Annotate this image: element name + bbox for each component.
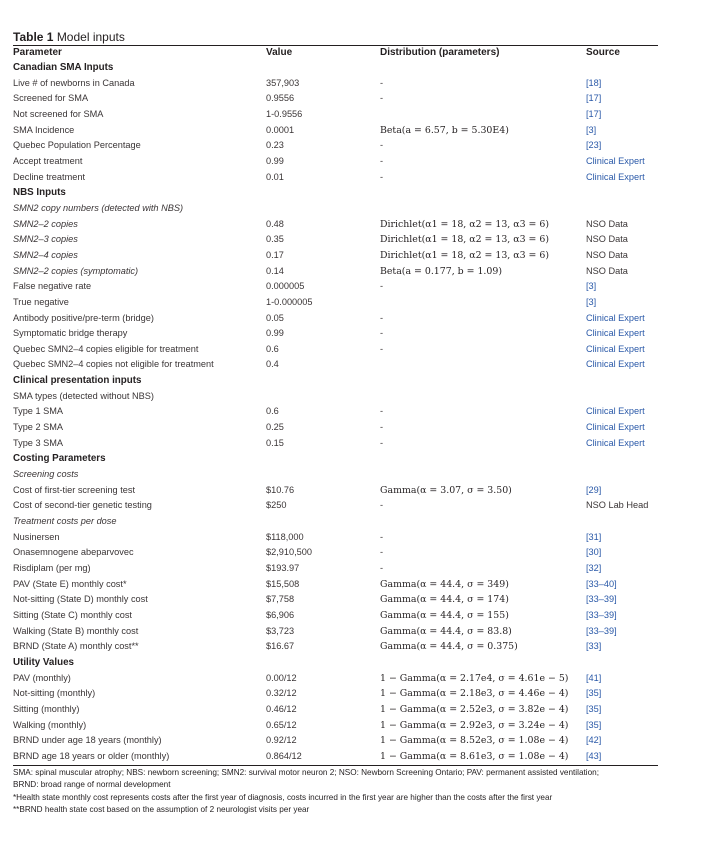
parameter-cell: Quebec Population Percentage — [13, 140, 141, 151]
distribution-cell: Gamma(α = 44.4, σ = 0.375) — [380, 641, 518, 653]
parameter-cell: Type 3 SMA — [13, 437, 64, 448]
table-row — [13, 561, 658, 577]
distribution-cell: - — [380, 547, 384, 558]
value-cell: 1-0.000005 — [266, 296, 313, 307]
source-cell[interactable]: Clinical Expert — [586, 422, 645, 433]
table-footnotes — [13, 767, 658, 817]
distribution-cell: Beta(a = 6.57, b = 5.30E4) — [380, 124, 509, 136]
distribution-cell: - — [380, 563, 384, 573]
table-row — [13, 154, 658, 170]
value-cell: 0.0001 — [266, 124, 295, 135]
distribution-cell: Beta(a = 0.177, b = 1.09) — [380, 265, 503, 277]
parameter-cell: Live # of newborns in Canada — [13, 77, 135, 88]
table-row — [13, 545, 658, 561]
section-heading: NBS Inputs — [13, 187, 66, 199]
source-cell[interactable]: [35] — [586, 703, 602, 714]
section-heading: Canadian SMA Inputs — [13, 62, 114, 73]
table-row — [13, 671, 658, 687]
distribution-cell: - — [380, 281, 384, 292]
parameter-cell: Type 2 SMA — [13, 422, 64, 433]
table-row — [13, 185, 658, 201]
table-row — [13, 232, 658, 248]
distribution-cell: Dirichlet(α1 = 18, α2 = 13, α3 = 6) — [380, 249, 549, 261]
section-heading: Utility Values — [13, 656, 74, 668]
parameter-cell: Walking (monthly) — [13, 719, 87, 730]
source-cell[interactable]: [33–40] — [586, 578, 617, 589]
table-row — [13, 624, 658, 640]
parameter-cell: False negative rate — [13, 281, 92, 292]
table-row — [13, 749, 658, 765]
value-cell: 0.14 — [266, 265, 284, 276]
table-row — [13, 60, 658, 76]
table-row — [13, 389, 658, 405]
source-cell[interactable]: [35] — [586, 719, 602, 730]
parameter-cell: BRND age 18 years or older (monthly) — [13, 750, 170, 761]
footnote-star: *Health state monthly cost represents costs after the first year of diagnosis, costs incurred in the first year are higher than the costs after the first year — [13, 792, 553, 802]
parameter-cell: Not screened for SMA — [13, 108, 104, 119]
table-row — [13, 342, 658, 358]
table-row — [13, 718, 658, 734]
value-cell: $15,508 — [266, 578, 300, 589]
table-row — [13, 451, 658, 467]
value-cell: 0.6 — [266, 406, 279, 417]
table-label: Table 1 — [13, 30, 54, 44]
source-cell[interactable]: Clinical Expert — [586, 359, 645, 370]
source-cell[interactable]: [30] — [586, 547, 602, 558]
value-cell: 0.92/12 — [266, 735, 297, 746]
distribution-cell: Dirichlet(α1 = 18, α2 = 13, α3 = 6) — [380, 218, 549, 230]
table-row — [13, 217, 658, 233]
source-cell: NSO Data — [586, 249, 628, 260]
table-row — [13, 248, 658, 264]
value-cell: 0.65/12 — [266, 719, 297, 730]
distribution-cell: Gamma(α = 3.07, σ = 3.50) — [380, 484, 512, 496]
parameter-cell: Antibody positive/pre-term (bridge) — [13, 312, 154, 323]
subsection-label: Screening costs — [13, 469, 79, 480]
source-cell: NSO Data — [586, 218, 628, 229]
source-cell[interactable]: Clinical Expert — [586, 312, 645, 323]
header-parameter: Parameter — [13, 47, 62, 58]
table-row — [13, 123, 658, 139]
parameter-cell: Type 1 SMA — [13, 406, 64, 417]
value-cell: $193.97 — [266, 563, 300, 573]
distribution-cell: 1 − Gamma(α = 8.61e3, σ = 1.08e − 4) — [380, 750, 569, 762]
parameter-cell: Nusinersen — [13, 531, 60, 542]
distribution-cell: 1 − Gamma(α = 2.92e3, σ = 3.24e − 4) — [380, 719, 569, 731]
source-cell[interactable]: [41] — [586, 672, 602, 683]
table-row — [13, 357, 658, 373]
table-row — [13, 201, 658, 217]
value-cell: $7,758 — [266, 594, 295, 605]
value-cell: 0.17 — [266, 249, 284, 260]
footnote-double-star: **BRND health state cost based on the assumption of 2 neurologist visits per year — [13, 805, 310, 815]
source-cell[interactable]: Clinical Expert — [586, 171, 645, 182]
header-distribution: Distribution (parameters) — [380, 47, 500, 58]
value-cell: $118,000 — [266, 531, 304, 542]
value-cell: 0.46/12 — [266, 703, 297, 714]
value-cell: $10.76 — [266, 484, 295, 495]
value-cell: $3,723 — [266, 625, 295, 636]
source-cell[interactable]: [33–39] — [586, 609, 617, 620]
parameter-cell: Quebec SMN2–4 copies eligible for treatment — [13, 343, 199, 354]
header-value: Value — [266, 47, 293, 58]
distribution-cell: 1 − Gamma(α = 2.17e4, σ = 4.61e − 5) — [380, 672, 569, 684]
source-cell[interactable]: [3] — [586, 281, 597, 292]
value-cell: 1-0.9556 — [266, 108, 303, 119]
value-cell: 0.35 — [266, 234, 284, 245]
table-row — [13, 264, 658, 280]
table-row — [13, 498, 658, 514]
model-inputs-table — [13, 46, 658, 765]
distribution-cell: - — [380, 422, 384, 433]
value-cell: $6,906 — [266, 609, 295, 620]
parameter-cell: Accept treatment — [13, 155, 83, 166]
value-cell: 0.9556 — [266, 93, 295, 104]
value-cell: 0.6 — [266, 343, 279, 354]
value-cell: $16.67 — [266, 641, 295, 652]
distribution-cell: 1 − Gamma(α = 8.52e3, σ = 1.08e − 4) — [380, 735, 569, 747]
table-row — [13, 483, 658, 499]
parameter-cell: Screened for SMA — [13, 93, 89, 104]
table-row — [13, 295, 658, 311]
value-cell: 0.01 — [266, 171, 284, 182]
source-cell[interactable]: [31] — [586, 531, 602, 542]
distribution-cell: Gamma(α = 44.4, σ = 155) — [380, 609, 509, 621]
distribution-cell: - — [380, 171, 384, 182]
source-cell[interactable]: [3] — [586, 296, 597, 307]
distribution-cell: Gamma(α = 44.4, σ = 349) — [380, 578, 509, 590]
parameter-cell: Not-sitting (State D) monthly cost — [13, 594, 148, 605]
parameter-cell: PAV (State E) monthly cost* — [13, 578, 127, 589]
source-cell[interactable]: [17] — [586, 93, 602, 104]
source-cell[interactable]: [18] — [586, 77, 602, 88]
distribution-cell — [380, 295, 586, 311]
source-cell: NSO Data — [586, 234, 628, 245]
distribution-cell: - — [380, 77, 384, 88]
value-cell: 0.864/12 — [266, 750, 302, 761]
parameter-cell: SMN2–3 copies — [13, 234, 78, 245]
distribution-cell: - — [380, 140, 384, 151]
distribution-cell: - — [380, 531, 384, 542]
source-cell[interactable]: [35] — [586, 688, 602, 699]
parameter-cell: Onasemnogene abeparvovec — [13, 547, 134, 558]
source-cell[interactable]: [33–39] — [586, 625, 617, 636]
source-cell[interactable]: Clinical Expert — [586, 155, 645, 166]
value-cell: 0.32/12 — [266, 688, 297, 699]
table-row — [13, 639, 658, 655]
table-row — [13, 467, 658, 483]
table-row — [13, 311, 658, 327]
source-cell[interactable]: [29] — [586, 484, 602, 495]
source-cell[interactable]: [42] — [586, 735, 602, 746]
table-row — [13, 404, 658, 420]
table-row — [13, 436, 658, 452]
value-cell: 0.00/12 — [266, 672, 297, 683]
header-row — [13, 46, 658, 60]
distribution-cell: - — [380, 500, 384, 511]
table-row — [13, 702, 658, 718]
distribution-cell: - — [380, 343, 384, 354]
source-cell[interactable]: Clinical Expert — [586, 406, 645, 417]
value-cell: 0.4 — [266, 359, 279, 370]
table-row — [13, 279, 658, 295]
parameter-cell: Risdiplam (per mg) — [13, 563, 91, 573]
value-cell: 0.25 — [266, 422, 284, 433]
parameter-cell: SMN2–2 copies — [13, 218, 78, 229]
parameter-cell: Walking (State B) monthly cost — [13, 625, 139, 636]
parameter-cell: SMN2–2 copies (symptomatic) — [13, 265, 139, 276]
source-cell[interactable]: [17] — [586, 108, 602, 119]
parameter-cell: SMN2–4 copies — [13, 249, 78, 260]
table-row — [13, 420, 658, 436]
source-cell[interactable]: [3] — [586, 124, 597, 135]
value-cell: 357,903 — [266, 77, 300, 88]
table-row — [13, 326, 658, 342]
source-cell[interactable]: [23] — [586, 140, 602, 151]
table-title: Model inputs — [56, 30, 125, 44]
parameter-cell: BRND (State A) monthly cost** — [13, 641, 139, 652]
distribution-cell: - — [380, 93, 384, 104]
value-cell: 0.99 — [266, 328, 284, 339]
value-cell: $2,910,500 — [266, 547, 312, 558]
distribution-cell: - — [380, 155, 384, 166]
parameter-cell: Sitting (State C) monthly cost — [13, 609, 132, 620]
table-row — [13, 514, 658, 530]
distribution-cell: 1 − Gamma(α = 2.18e3, σ = 4.46e − 4) — [380, 688, 569, 700]
value-cell: 0.000005 — [266, 281, 305, 292]
source-cell[interactable]: Clinical Expert — [586, 343, 645, 354]
table-row — [13, 91, 658, 107]
table-body — [13, 60, 658, 765]
parameter-cell: Decline treatment — [13, 171, 86, 182]
source-cell[interactable]: Clinical Expert — [586, 328, 645, 339]
bottom-rule — [13, 765, 658, 766]
table-row — [13, 733, 658, 749]
subsection-label: SMA types (detected without NBS) — [13, 390, 154, 401]
source-cell[interactable]: Clinical Expert — [586, 437, 645, 448]
value-cell: 0.23 — [266, 140, 284, 151]
value-cell: $250 — [266, 500, 287, 511]
parameter-cell: Cost of second-tier genetic testing — [13, 500, 152, 511]
parameter-cell: True negative — [13, 296, 69, 307]
table-row — [13, 577, 658, 593]
parameter-cell: Cost of first-tier screening test — [13, 484, 136, 495]
table-row — [13, 530, 658, 546]
parameter-cell: Quebec SMN2–4 copies not eligible for treatment — [13, 359, 214, 370]
table-row — [13, 170, 658, 186]
table-row — [13, 107, 658, 123]
table-row — [13, 138, 658, 154]
footnote-abbrev-1: SMA: spinal muscular atrophy; NBS: newborn screening; SMN2: survival motor neuron 2; NSO: Newborn Screening Ontario; PAV: permanent assisted ventilation; — [13, 767, 599, 777]
source-cell: NSO Data — [586, 265, 628, 276]
subsection-label: SMN2 copy numbers (detected with NBS) — [13, 202, 184, 213]
distribution-cell: - — [380, 437, 384, 448]
distribution-cell: Gamma(α = 44.4, σ = 174) — [380, 594, 509, 606]
distribution-cell — [380, 357, 586, 373]
distribution-cell: - — [380, 312, 384, 323]
table-row — [13, 608, 658, 624]
parameter-cell: Sitting (monthly) — [13, 703, 80, 714]
section-heading: Clinical presentation inputs — [13, 375, 142, 387]
distribution-cell: Gamma(α = 44.4, σ = 83.8) — [380, 625, 512, 637]
table-caption — [13, 30, 658, 45]
table-row — [13, 592, 658, 608]
parameter-cell: BRND under age 18 years (monthly) — [13, 735, 162, 746]
table-row — [13, 373, 658, 389]
distribution-cell: Dirichlet(α1 = 18, α2 = 13, α3 = 6) — [380, 234, 549, 246]
value-cell: 0.48 — [266, 218, 284, 229]
distribution-cell: 1 − Gamma(α = 2.52e3, σ = 3.82e − 4) — [380, 703, 569, 715]
footnote-abbrev-2: BRND: broad range of normal development — [13, 780, 171, 790]
source-cell[interactable]: [43] — [586, 750, 602, 761]
section-heading: Costing Parameters — [13, 453, 106, 465]
subsection-label: Treatment costs per dose — [13, 516, 117, 527]
table-figure — [13, 30, 658, 817]
table-row — [13, 655, 658, 671]
table-row — [13, 76, 658, 92]
header-source: Source — [586, 47, 620, 58]
parameter-cell: Not-sitting (monthly) — [13, 688, 96, 699]
value-cell: 0.99 — [266, 155, 284, 166]
source-cell: NSO Lab Head — [586, 500, 649, 511]
distribution-cell — [380, 107, 586, 123]
value-cell: 0.15 — [266, 437, 284, 448]
source-cell[interactable]: [32] — [586, 563, 602, 573]
parameter-cell: PAV (monthly) — [13, 672, 71, 683]
value-cell: 0.05 — [266, 312, 284, 323]
parameter-cell: Symptomatic bridge therapy — [13, 328, 128, 339]
source-cell[interactable]: [33–39] — [586, 594, 617, 605]
distribution-cell: - — [380, 328, 384, 339]
source-cell[interactable]: [33] — [586, 641, 602, 652]
table-row — [13, 686, 658, 702]
distribution-cell: - — [380, 406, 384, 417]
parameter-cell: SMA Incidence — [13, 124, 75, 135]
